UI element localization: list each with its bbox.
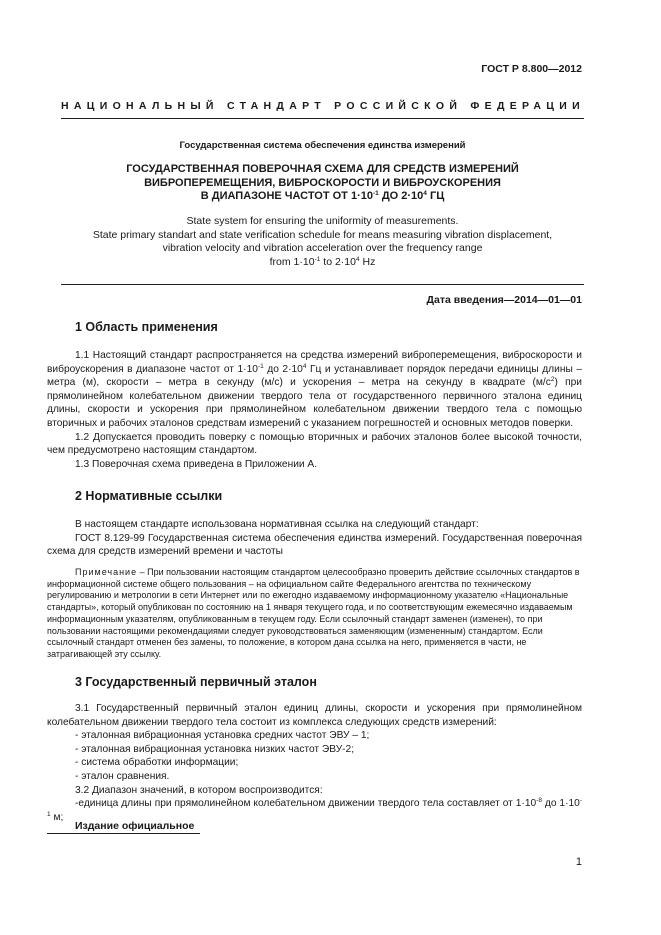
note-block [47,567,582,661]
document-code: ГОСТ Р 8.800—2012 [481,63,582,75]
note-label: Примечание [75,567,138,577]
section-1-heading: 1 Область применения [75,320,218,334]
english-title [61,215,584,269]
title-divider [61,284,584,285]
section-2-body [47,518,582,559]
paragraph-3-1: 3.1 Государственный первичный эталон единиц длины, скорости и ускорения при прямолинейном колебательном движении твердого тела состоит из комплекса следующих средств измерений: [47,703,582,728]
paragraph-2-2: ГОСТ 8.129-99 Государственная система обеспечения единства измерений. Государственная поверочная схема для средств измерений времени и частоты [47,532,582,558]
paragraph-1-1: 1.1 Настоящий стандарт распространяется на средства измерений виброперемещения, виброскорости и виброускорения в диапазоне частот от $1\cdot 10^{-1}$ до $2\cdot 10^4$ Гц и устанавливает порядок передачи единицы длины – метра (м), скорости – метра в секунду (м/с) и ускорения – метра на секунду в квадрате $(м/с^2)$ при прямолинейном колебательном движении твердого тела от государственного первичного эталона единиц длины, скорости и ускорения при прямолинейном колебательном движении твердого тела с помощью вторичных и рабочих эталонов средствам измерений с указанием погрешностей и основных методов поверки. [47,350,582,429]
main-title [61,163,584,204]
paragraph-3-2-item: -единица длины при прямолинейном колебательном движении твердого тела составляет от $1\cdot 10^{-8}$ до $1\cdot 10^{-1}$ м; [47,797,582,823]
system-title: Государственная система обеспечения единства измерений [179,140,466,151]
list-item: - эталонная вибрационная установка низких частот ЭВУ-2; [75,743,355,755]
effective-date: Дата введения—2014—01—01 [426,294,582,306]
paragraph-2-1: В настоящем стандарте использована нормативная ссылка на следующий стандарт: [75,519,479,530]
page-number: 1 [575,856,582,868]
header-divider [61,118,584,119]
paragraph-1-3: 1.3 Поверочная схема приведена в Приложении А. [75,458,318,470]
main-title-line: ВИБРОПЕРЕМЕЩЕНИЯ, ВИБРОСКОРОСТИ И ВИБРОУСКОРЕНИЯ [144,176,501,189]
section-3-body [47,702,582,824]
list-item: - эталон сравнения. [75,770,170,782]
main-title-line: ГОСУДАРСТВЕННАЯ ПОВЕРОЧНАЯ СХЕМА ДЛЯ СРЕДСТВ ИЗМЕРЕНИЙ [126,163,519,175]
footnote-divider [47,833,200,834]
english-title-line: vibration velocity and vibration acceleration over the frequency range [162,242,483,254]
national-standard-title: НАЦИОНАЛЬНЫЙ СТАНДАРТ РОССИЙСКОЙ ФЕДЕРАЦИИ [61,100,585,112]
list-item: - система обработки информации; [75,757,239,769]
section-3-heading: 3 Государственный первичный эталон [75,675,317,689]
section-2-heading: 2 Нормативные ссылки [75,489,223,503]
paragraph-1-2: 1.2 Допускается проводить поверку с помощью вторичных и рабочих эталонов более высокой точности, чем предусмотрено настоящим стандартом. [47,431,582,457]
list-item: - эталонная вибрационная установка средних частот ЭВУ – 1; [75,730,370,742]
section-1-body [47,349,582,471]
main-title-line: В ДИАПАЗОНЕ ЧАСТОТ ОТ $1\cdot 10^{-1}$ ДО $2\cdot 10^4$ ГЦ [200,190,445,202]
english-title-line: State system for ensuring the uniformity of measurements. [186,215,459,227]
note-text: – При пользовании настоящим стандартом целесообразно проверить действие ссылочных стандартов в информационной системе общего пользования – на официальном сайте Федерального агентства по техническому регулированию и метрологии в сети Интернет или по ежегодно издаваемому информационному указателю «Национальные стандарты», который опубликован по состоянию на 1 января текущего года, и по соответствующим ежемесячно издаваемым информационным указателям, опубликованным в текущем году. Если ссылочный стандарт заменен (изменен), то при пользовании настоящими рекомендациями следует руководствоваться заменяющим (измененным) стандартом. Если ссылочный стандарт отменен без замены, то положение, в котором дана ссылка на него, применяется в части, не затрагивающей эту ссылку. [47,567,580,659]
official-edition-label: Издание официальное [75,820,195,832]
english-title-line: from $1\cdot 10^{-1}$ to $2\cdot 10^4$ Hz [269,255,376,268]
english-title-line: State primary standart and state verification schedule for means measuring vibration displacement, [92,228,553,241]
paragraph-3-2: 3.2 Диапазон значений, в котором воспроизводится: [75,784,323,796]
